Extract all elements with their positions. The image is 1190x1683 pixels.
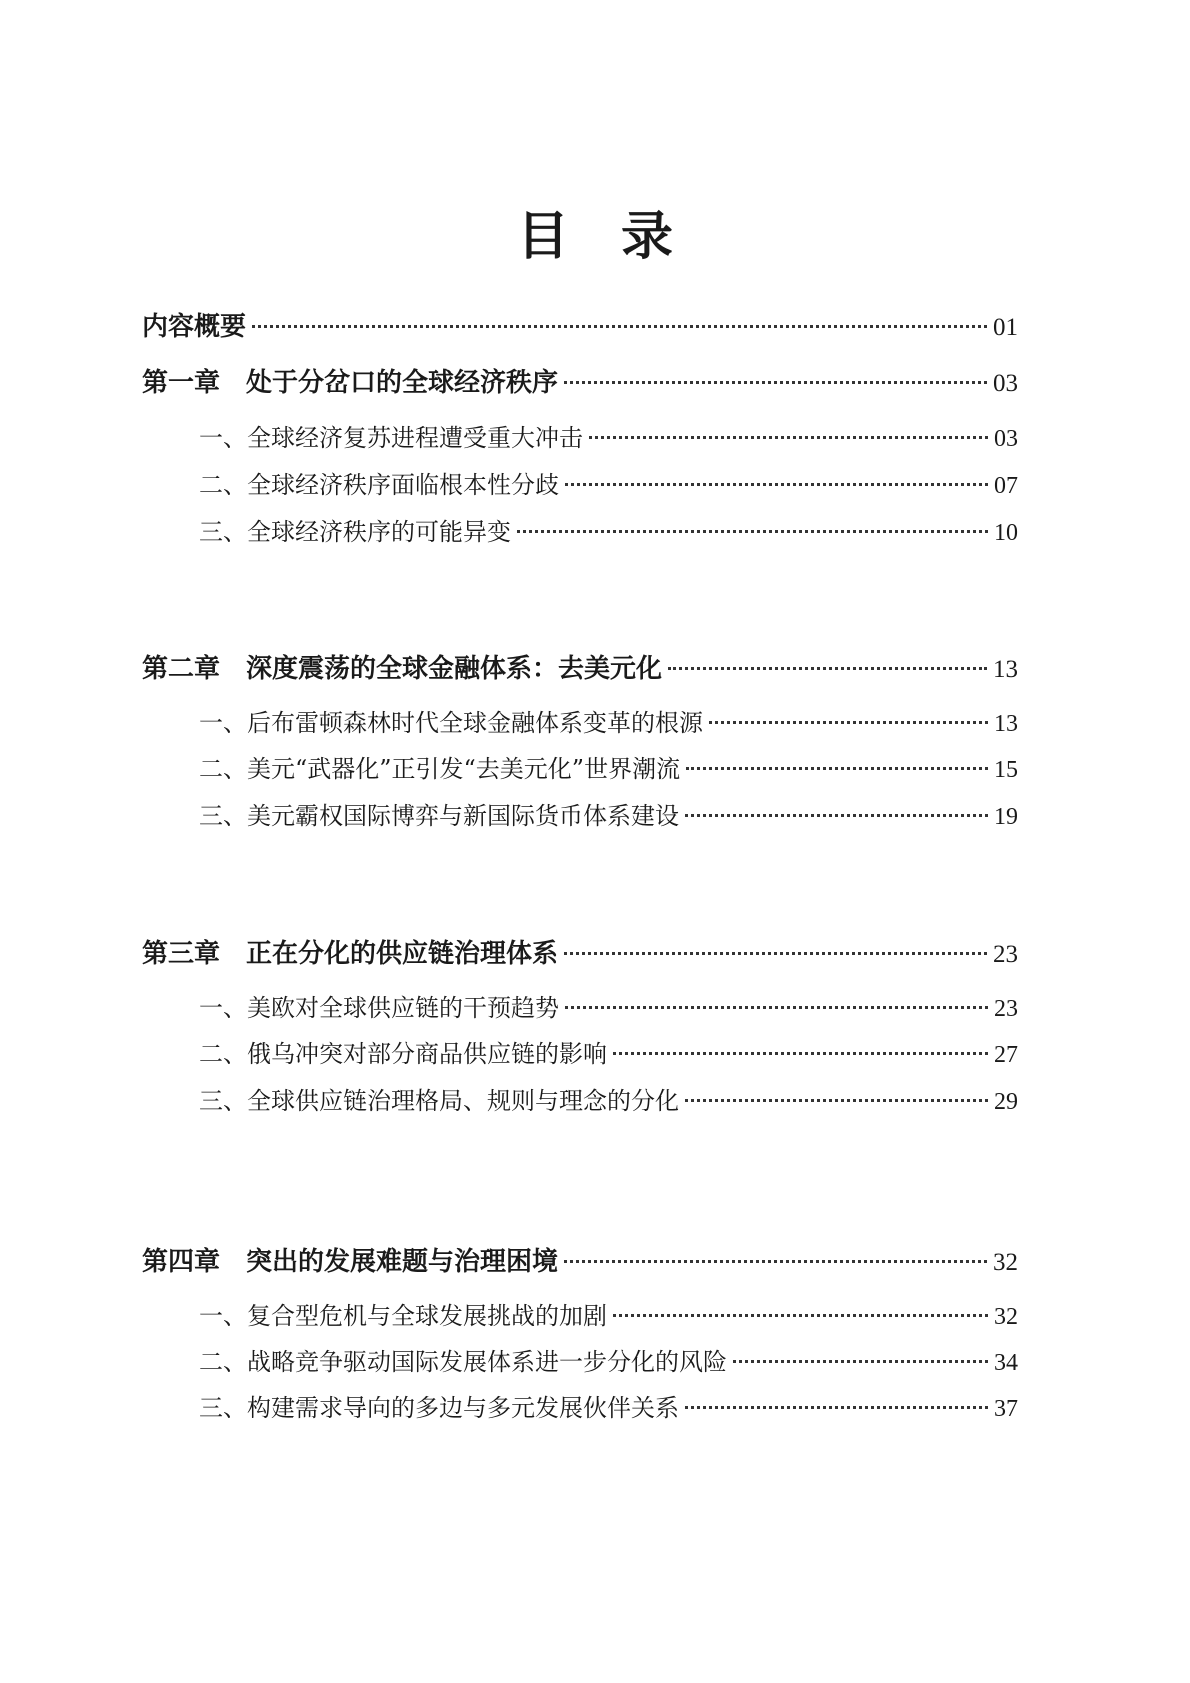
section-title: 二、美元“武器化”正引发“去美元化”世界潮流 xyxy=(199,755,681,783)
dot-leader xyxy=(685,1406,988,1409)
section-title: 一、全球经济复苏进程遭受重大冲击 xyxy=(199,424,583,452)
toc-page-number: 03 xyxy=(994,426,1018,452)
chapter-number: 第三章 xyxy=(142,939,221,969)
dot-leader xyxy=(613,1052,988,1055)
section-title: 一、复合型危机与全球发展挑战的加剧 xyxy=(199,1302,607,1330)
dot-leader xyxy=(565,483,988,486)
toc-section-1-1[interactable] xyxy=(199,422,1018,455)
toc-page-number: 32 xyxy=(993,1249,1018,1276)
toc-page-number: 07 xyxy=(994,473,1018,499)
chapter-number: 第二章 xyxy=(142,654,221,684)
section-title: 三、美元霸权国际博弈与新国际货币体系建设 xyxy=(199,802,679,830)
section-title: 二、俄乌冲突对部分商品供应链的影响 xyxy=(199,1040,607,1068)
chapter-title: 深度震荡的全球金融体系：去美元化 xyxy=(246,654,663,684)
dot-leader xyxy=(686,767,988,770)
section-title: 三、全球经济秩序的可能异变 xyxy=(199,518,511,546)
toc-page-number: 23 xyxy=(994,996,1018,1022)
dot-leader xyxy=(709,721,988,724)
section-title: 三、构建需求导向的多边与多元发展伙伴关系 xyxy=(199,1394,679,1422)
dot-leader xyxy=(685,814,988,817)
page-title xyxy=(0,207,1190,267)
toc-chapter-2[interactable] xyxy=(142,652,1018,687)
toc-entry-summary[interactable] xyxy=(142,310,1018,345)
chapter-title: 正在分化的供应链治理体系 xyxy=(246,939,559,969)
toc-page-number: 10 xyxy=(994,520,1018,546)
dot-leader xyxy=(668,667,987,670)
chapter-heading xyxy=(142,937,558,971)
dot-leader xyxy=(564,952,987,955)
dot-leader xyxy=(733,1360,988,1363)
chapter-heading xyxy=(142,1245,558,1279)
toc-section-3-1[interactable] xyxy=(199,992,1018,1025)
title-char-2: 录 xyxy=(621,205,674,267)
toc-page-number: 27 xyxy=(994,1042,1018,1068)
toc-section-3-3[interactable] xyxy=(199,1085,1018,1118)
section-title: 二、全球经济秩序面临根本性分歧 xyxy=(199,471,559,499)
dot-leader xyxy=(564,1260,987,1263)
dot-leader xyxy=(564,381,987,384)
dot-leader xyxy=(565,1006,988,1009)
toc-page-number: 29 xyxy=(994,1089,1018,1115)
chapter-title: 处于分岔口的全球经济秩序 xyxy=(246,368,559,398)
toc-section-2-1[interactable] xyxy=(199,707,1018,740)
toc-section-4-2[interactable] xyxy=(199,1346,1018,1379)
toc-page-number: 13 xyxy=(993,656,1018,683)
title-char-1: 目 xyxy=(516,205,569,267)
toc-page-number: 13 xyxy=(994,711,1018,737)
toc-section-3-2[interactable] xyxy=(199,1038,1018,1071)
toc-page-number: 37 xyxy=(994,1396,1018,1422)
toc-page-number: 15 xyxy=(994,757,1018,783)
toc-entry-label: 内容概要 xyxy=(142,312,247,342)
chapter-number: 第四章 xyxy=(142,1247,221,1277)
section-title: 三、全球供应链治理格局、规则与理念的分化 xyxy=(199,1087,679,1115)
toc-page-number: 19 xyxy=(994,804,1018,830)
dot-leader xyxy=(685,1099,988,1102)
toc-section-4-1[interactable] xyxy=(199,1300,1018,1333)
toc-page-number: 34 xyxy=(994,1350,1018,1376)
toc-section-2-2[interactable] xyxy=(199,753,1018,786)
chapter-number: 第一章 xyxy=(142,368,221,398)
toc-section-4-3[interactable] xyxy=(199,1392,1018,1425)
chapter-title: 突出的发展难题与治理困境 xyxy=(246,1247,559,1277)
chapter-heading xyxy=(142,366,558,400)
toc-page-number: 32 xyxy=(994,1304,1018,1330)
section-title: 一、美欧对全球供应链的干预趋势 xyxy=(199,994,559,1022)
chapter-heading xyxy=(142,652,662,686)
toc-chapter-4[interactable] xyxy=(142,1245,1018,1280)
toc-page-number: 01 xyxy=(993,314,1018,341)
toc-section-1-3[interactable] xyxy=(199,516,1018,549)
section-title: 二、战略竞争驱动国际发展体系进一步分化的风险 xyxy=(199,1348,727,1376)
dot-leader xyxy=(613,1314,988,1317)
section-title: 一、后布雷顿森林时代全球金融体系变革的根源 xyxy=(199,709,703,737)
toc-chapter-1[interactable] xyxy=(142,366,1018,401)
dot-leader xyxy=(517,530,988,533)
toc-page-number: 03 xyxy=(993,370,1018,397)
dot-leader xyxy=(589,436,988,439)
dot-leader xyxy=(252,325,987,328)
toc-section-1-2[interactable] xyxy=(199,469,1018,502)
toc-chapter-3[interactable] xyxy=(142,937,1018,972)
toc-section-2-3[interactable] xyxy=(199,800,1018,833)
toc-page-number: 23 xyxy=(993,941,1018,968)
